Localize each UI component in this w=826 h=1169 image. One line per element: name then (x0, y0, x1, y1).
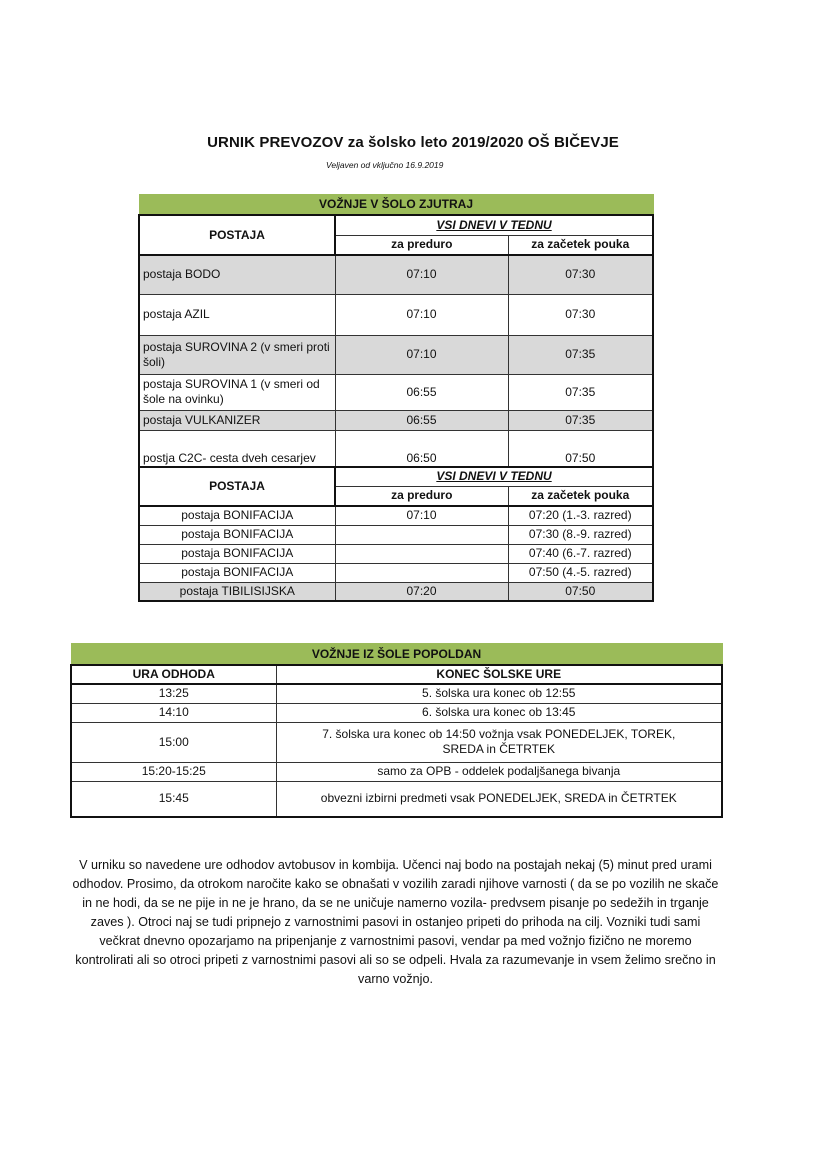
table-row (139, 582, 653, 601)
lesson-start-time: 07:40 (6.-7. razred) (508, 544, 653, 563)
table-row (139, 563, 653, 582)
lesson-end-note: 5. šolska ura konec ob 12:55 (276, 684, 722, 703)
before-lesson-time (335, 544, 508, 563)
station-column-header: POSTAJA (139, 215, 335, 255)
station-name: postaja AZIL (139, 294, 335, 335)
table-row (139, 294, 653, 335)
table-row (139, 410, 653, 430)
table-row (71, 703, 722, 722)
lesson-start-time: 07:35 (508, 410, 653, 430)
before-lesson-header: za preduro (335, 235, 508, 255)
lesson-end-note: 7. šolska ura konec ob 14:50 vožnja vsak PONEDELJEK, TOREK, SREDA in ČETRTEK (276, 722, 722, 762)
morning-header-row-2 (139, 467, 653, 486)
table-row (139, 255, 653, 294)
afternoon-schedule-table (70, 643, 723, 818)
table-row (139, 506, 653, 525)
table-row (139, 525, 653, 544)
before-lesson-time (335, 525, 508, 544)
station-name: postaja SUROVINA 1 (v smeri od šole na ovinku) (139, 374, 335, 410)
station-name: postaja BODO (139, 255, 335, 294)
validity-note: Veljaven od vključno 16.9.2019 (326, 160, 444, 170)
departure-time: 15:45 (71, 781, 276, 817)
station-name: postaja BONIFACIJA (139, 506, 335, 525)
lesson-start-header: za začetek pouka (508, 486, 653, 506)
lesson-start-time: 07:50 (508, 582, 653, 601)
station-name: postaja TIBILISIJSKA (139, 582, 335, 601)
lesson-start-time: 07:30 (8.-9. razred) (508, 525, 653, 544)
before-lesson-time: 07:20 (335, 582, 508, 601)
before-lesson-time (335, 563, 508, 582)
before-lesson-header: za preduro (335, 486, 508, 506)
table-row (71, 684, 722, 703)
page-title: URNIK PREVOZOV za šolsko leto 2019/2020 OŠ BIČEVJE (207, 134, 619, 151)
table-row (139, 335, 653, 374)
morning-header-row (139, 215, 653, 235)
departure-time: 15:00 (71, 722, 276, 762)
station-column-header: POSTAJA (139, 467, 335, 506)
before-lesson-time: 07:10 (335, 506, 508, 525)
lesson-start-time: 07:35 (508, 335, 653, 374)
afternoon-heading: VOŽNJE IZ ŠOLE POPOLDAN (71, 644, 722, 666)
before-lesson-time: 07:10 (335, 335, 508, 374)
table-row (139, 544, 653, 563)
passenger-notice: V urniku so navedene ure odhodov avtobusov in kombija. Učenci naj bodo na postajah nekaj (5) minut pred urami odhodov. Prosimo, da otrokom naročite kako se obnašati v vozilih zaradi njihove varnosti ( da se po vozilih ne skače in ne hodi, da se ne pije in ne je hrano, da se ne uničuje namerno vozila- predvsem pisanje po sedežih in trganje zaves ). Otroci naj se tudi pripnejo z varnostnimi pasovi in ostanjeo pripeti do prihoda na cilj. Vozniki tudi sami večkrat dnevno opozarjamo na pripenjanje z varnostnimi pasovi, vendar pa med vožnjo fizično ne moremo kontrolirati ali so otroci pripeti z varnostnimi pasovi ali so se odpeli. Hvala za razumevanje in vsem želimo srečno in varno vožnjo. (72, 858, 719, 986)
before-lesson-time: 06:50 (335, 430, 508, 467)
before-lesson-time: 06:55 (335, 410, 508, 430)
station-name: postaja SUROVINA 2 (v smeri proti šoli) (139, 335, 335, 374)
all-days-header: VSI DNEVI V TEDNU (335, 215, 653, 235)
morning-heading-row (139, 195, 653, 216)
lesson-start-header: za začetek pouka (508, 235, 653, 255)
all-days-header: VSI DNEVI V TEDNU (335, 467, 653, 486)
departure-time: 14:10 (71, 703, 276, 722)
before-lesson-time: 07:10 (335, 255, 508, 294)
morning-schedule-table (138, 194, 654, 602)
table-row (139, 430, 653, 467)
before-lesson-time: 07:10 (335, 294, 508, 335)
table-row (71, 762, 722, 781)
afternoon-header-row (71, 665, 722, 684)
morning-heading: VOŽNJE V ŠOLO ZJUTRAJ (139, 195, 653, 216)
lesson-end-note: 6. šolska ura konec ob 13:45 (276, 703, 722, 722)
lesson-start-time: 07:50 (508, 430, 653, 467)
lesson-start-time: 07:20 (1.-3. razred) (508, 506, 653, 525)
departure-time: 13:25 (71, 684, 276, 703)
afternoon-heading-row (71, 644, 722, 666)
station-name: postaja VULKANIZER (139, 410, 335, 430)
lesson-end-note: obvezni izbirni predmeti vsak PONEDELJEK, SREDA in ČETRTEK (276, 781, 722, 817)
station-name: postaja BONIFACIJA (139, 544, 335, 563)
before-lesson-time: 06:55 (335, 374, 508, 410)
table-row (139, 374, 653, 410)
lesson-start-time: 07:30 (508, 294, 653, 335)
departure-time: 15:20-15:25 (71, 762, 276, 781)
station-name: postja C2C- cesta dveh cesarjev (139, 430, 335, 467)
lesson-end-note: samo za OPB - oddelek podaljšanega bivanja (276, 762, 722, 781)
station-name: postaja BONIFACIJA (139, 563, 335, 582)
lesson-start-time: 07:50 (4.-5. razred) (508, 563, 653, 582)
lesson-end-column-header: KONEC ŠOLSKE URE (276, 665, 722, 684)
table-row (71, 722, 722, 762)
lesson-start-time: 07:35 (508, 374, 653, 410)
table-row (71, 781, 722, 817)
departure-column-header: URA ODHODA (71, 665, 276, 684)
lesson-start-time: 07:30 (508, 255, 653, 294)
station-name: postaja BONIFACIJA (139, 525, 335, 544)
